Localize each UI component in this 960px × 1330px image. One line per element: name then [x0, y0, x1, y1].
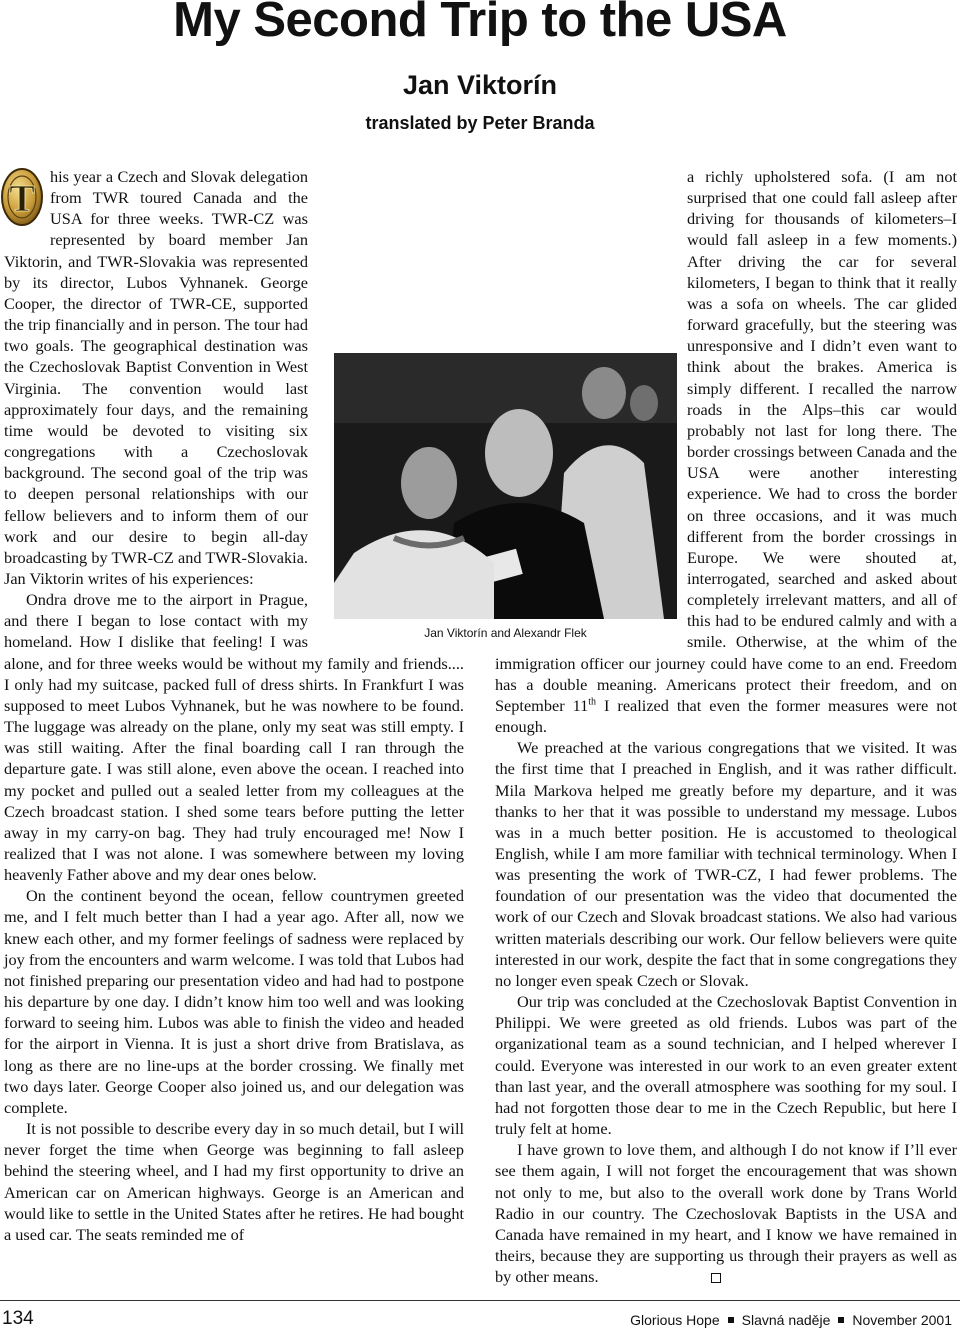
drop-cap-t-icon: [0, 166, 44, 230]
left-paragraph-driving: It is not possible to describe every day in so much detail, but I will never forget the time when George was beginning to fall asleep behind the steering wheel, and I had my first opportunity to drive an American car on American highways. George is an American and would like to settle in the United States after he retires. He had bought a used car. The seats reminded me of: [4, 1119, 464, 1244]
article-photo: [334, 353, 677, 619]
photo-people-illustration: [334, 353, 677, 619]
article-author: Jan Viktorín: [402, 70, 558, 100]
left-paragraph-continent: On the continent beyond the ocean, fellow countrymen greeted me, and I felt much better than I had a year ago. After all, now we knew each other, and my former feelings of sadness were replaced by joy from the encounters and warm welcome. I was told that Lubos had not finished preparing our presentation video and had had to postpone his departure by one day. I didn’t know him too well and was looking forward to seeing him. Lubos was able to finish the video and headed for the airport in Vienna. It is just a short drive from Bratislava, as long as there are no line-ups at the border crossing. We finally met two days later. George Cooper also joined us, and our delegation was complete.: [4, 886, 464, 1117]
right-paragraph-sofa: a richly upholstered sofa. (I am not surprised that one could fall asleep after driving for thousands of kilometers–I would fall asleep in a few moments.) After driving the car for several kilometers, I began to think that it really was a sofa on wheels. The car glided forward gracefully, but the steering was unresponsive and I didn’t even want to think about the brakes. America is simply different. I recalled the narrow roads in the Alps–this car would probably not last for long there. The border crossings between Canada and the USA were another interesting experience. We had to cross the border on three occasions, and it was much different from the border crossings in Europe. We were shouted at, interrogated, searched and asked about completely irrelevant matters, and all of this had to be endured calmly and with a smile. Otherwise, at the whim of the immigration officer our journey could have come to an end. Freedom has a double meaning. Americans protect their freedom, and on September 11th I realized that even the former measures were not enough.: [495, 167, 957, 737]
left-paragraph-airport: Ondra drove me to the airport in Prague, and there I began to lose contact with my homeland. How I dislike that feeling! I was alone, and for three weeks would be without my family and friends.... I only had my suitcase, packed full of dress shirts. In Frankfurt I was supposed to meet Lubos Vyhnanek, but he was nowhere to be found. The luggage was already on the plane, only my seat was still empty. I was still waiting. After the final boarding call I ran through the departure gate. I was still alone, even above the ocean. I reached into my pocket and pulled out a sealed letter from my colleagues at the Czech broadcast station. I shed some tears before putting the letter away in my carry-on bag. They had truly encouraged me! Now I realized that I was not alone. I was somewhere between my loving heavenly Father above and my dear ones below.: [4, 590, 464, 885]
page-number: 134: [2, 1308, 34, 1329]
magazine-title-cz: Slavná naděje: [741, 1312, 831, 1328]
right-paragraph-closing: I have grown to love them, and although I do not know if I’ll ever see them again, I will not forget the encouragement that was shown not only to me, but also to the overall work done by Trans World Radio in our country. The Czechoslovak Baptists in the USA and Canada have remained in my heart, and I know we have remained in theirs, because they are supporting us through their prayers as well as by other means.: [495, 1140, 957, 1287]
magazine-title-en: Glorious Hope: [630, 1312, 720, 1328]
left-paragraph-intro: his year a Czech and Slovak delegation from TWR toured Canada and the USA for three weeks. TWR-CZ was represented by board member Jan Viktorin, and TWR-Slovakia was represented by its director, Lubos Vyhnanek. George Cooper, the director of TWR-CE, supported the trip financially and in person. The tour had two goals. The geographical destination was the Czechoslovak Baptist Convention in West Virginia. The convention would last approximately four days, and the remaining time would be devoted to visiting six congregations with a Czechoslovak background. The second goal of the trip was to deepen personal relationships with our fellow believers and to inform them of our work and our desire to begin all-day broadcasting by TWR-CZ and TWR-Slovakia. Jan Viktorin writes of his experiences:: [4, 167, 308, 588]
article-translator: translated by Peter Branda: [365, 113, 595, 133]
footer-divider: [0, 1300, 960, 1301]
right-column: [495, 166, 957, 1287]
issue-date: November 2001: [852, 1312, 952, 1328]
right-paragraph-convention: Our trip was concluded at the Czechoslovak Baptist Convention in Philippi. We were greeted as old friends. Lubos was part of the organizational team as a sound technician, and I helped wherever I could. Everyone was interested in our work to an even greater extent than last year, and the overall atmosphere was soothing for my soul. I had not forgotten those dear to me in the Czech Republic, but here I truly felt at home.: [495, 992, 957, 1139]
end-of-article-icon: [711, 1273, 721, 1283]
footer-publication: [630, 1312, 952, 1328]
article-title: My Second Trip to the USA: [173, 0, 787, 47]
svg-text:T: T: [9, 178, 35, 220]
separator-square-icon: [728, 1317, 734, 1323]
right-paragraph-preaching: We preached at the various congregations that we visited. It was the first time that I preached in English, and it was rather difficult. Mila Markova helped me greatly before my departure, and it was thanks to her that it was possible to understand my message. Lubos was in a much better position. He is accustomed to theological English, while I am more familiar with technical terminology. When I was presenting the work of TWR-CZ, I had fewer problems. The foundation of our presentation was the video that documented the work of our Czech and Slovak broadcast stations. We also had various written materials describing our work. Our fellow believers were quite interested in our work, despite the fact that in some congregations they no longer even speak Czech or Slovak.: [495, 738, 957, 990]
photo-caption: Jan Viktorín and Alexandr Flek: [424, 626, 587, 640]
left-column: [4, 166, 464, 1245]
separator-square-icon: [838, 1317, 844, 1323]
